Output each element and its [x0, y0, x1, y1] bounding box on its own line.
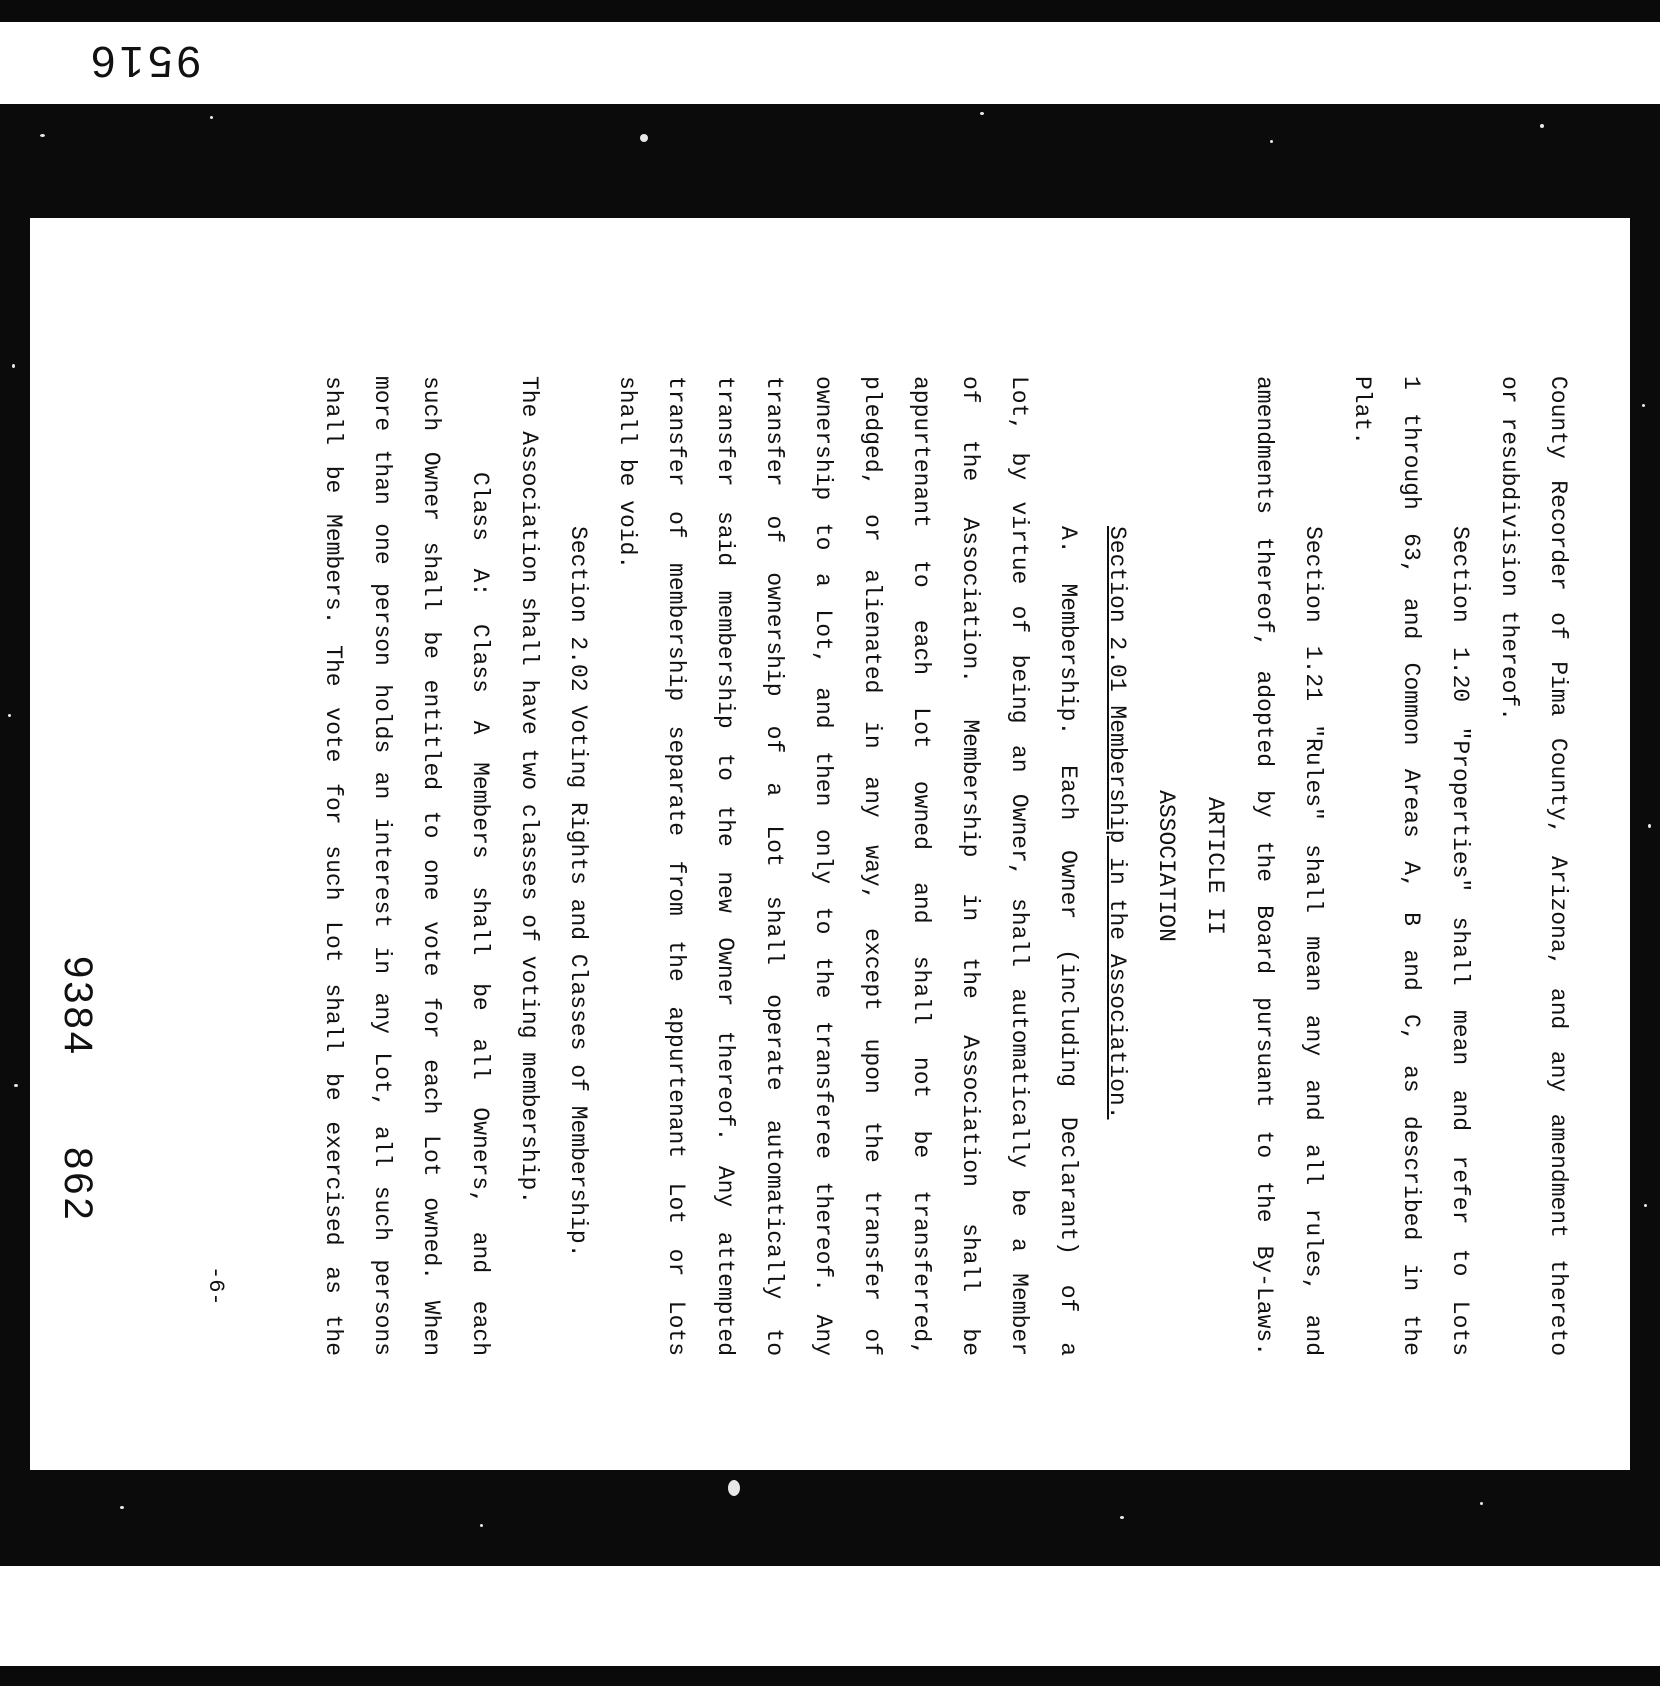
document-page: [30, 218, 1630, 1470]
text-line: or resubdivision thereof.: [1496, 376, 1522, 722]
article-title: ASSOCIATION: [1153, 790, 1179, 942]
text-line: transfer of membership separate from the appurtenant Lot or Lots: [663, 376, 689, 1356]
text-line: amendments thereof, adopted by the Board pursuant to the By-Laws.: [1251, 376, 1277, 1356]
text-line: of the Association. Membership in the Association shall be: [957, 376, 983, 1356]
text-line: shall be void.: [614, 376, 640, 570]
text-line: 1 through 63, and Common Areas A, B and C, as described in the: [1398, 376, 1424, 1356]
text-line: transfer said membership to the new Owner thereof. Any attempted: [712, 376, 738, 1356]
text-line: more than one person holds an interest in any Lot, all such persons: [369, 376, 395, 1356]
text-line: transfer of ownership of a Lot shall operate automatically to: [761, 376, 787, 1356]
section-heading: Section 2.01 Membership in the Association.: [1104, 526, 1130, 1120]
text-line: appurtenant to each Lot owned and shall not be transferred,: [908, 376, 934, 1356]
recorder-docket: 9384: [56, 956, 100, 1057]
rotated-document-body: [30, 226, 1610, 1466]
microfilm-frame-number: 9516: [87, 37, 201, 86]
text-line: Section 1.21 "Rules" shall mean any and all rules, and: [1300, 526, 1326, 1356]
text-line: Class A: Class A Members shall be all Owners, and each: [467, 472, 493, 1356]
recorder-stamp: [53, 956, 102, 1276]
bottom-black-strip: [0, 1666, 1660, 1686]
text-line: The Association shall have two classes of voting membership.: [516, 376, 542, 1205]
text-line: Plat.: [1349, 376, 1375, 446]
text-line: A. Membership. Each Owner (including Declarant) of a: [1055, 526, 1081, 1356]
top-black-strip: [0, 0, 1660, 22]
recorder-page: 862: [56, 1146, 100, 1223]
top-white-band: [0, 22, 1660, 104]
text-line: pledged, or alienated in any way, except upon the transfer of: [859, 376, 885, 1356]
bottom-white-band: [0, 1566, 1660, 1666]
document-text: [308, 376, 1582, 1356]
text-line: ownership to a Lot, and then only to the transferee thereof. Any: [810, 376, 836, 1356]
text-line: such Owner shall be entitled to one vote for each Lot owned. When: [418, 376, 444, 1356]
page-number: -6-: [203, 1266, 228, 1306]
text-line: shall be Members. The vote for such Lot shall be exercised as the: [320, 376, 346, 1356]
text-line: Lot, by virtue of being an Owner, shall automatically be a Member: [1006, 376, 1032, 1356]
text-line: County Recorder of Pima County, Arizona, and any amendment thereto: [1545, 376, 1571, 1356]
article-heading: ARTICLE II: [1202, 796, 1228, 936]
text-line: Section 1.20 "Properties" shall mean and refer to Lots: [1447, 526, 1473, 1356]
section-heading: Section 2.02 Voting Rights and Classes of Membership.: [565, 526, 591, 1258]
